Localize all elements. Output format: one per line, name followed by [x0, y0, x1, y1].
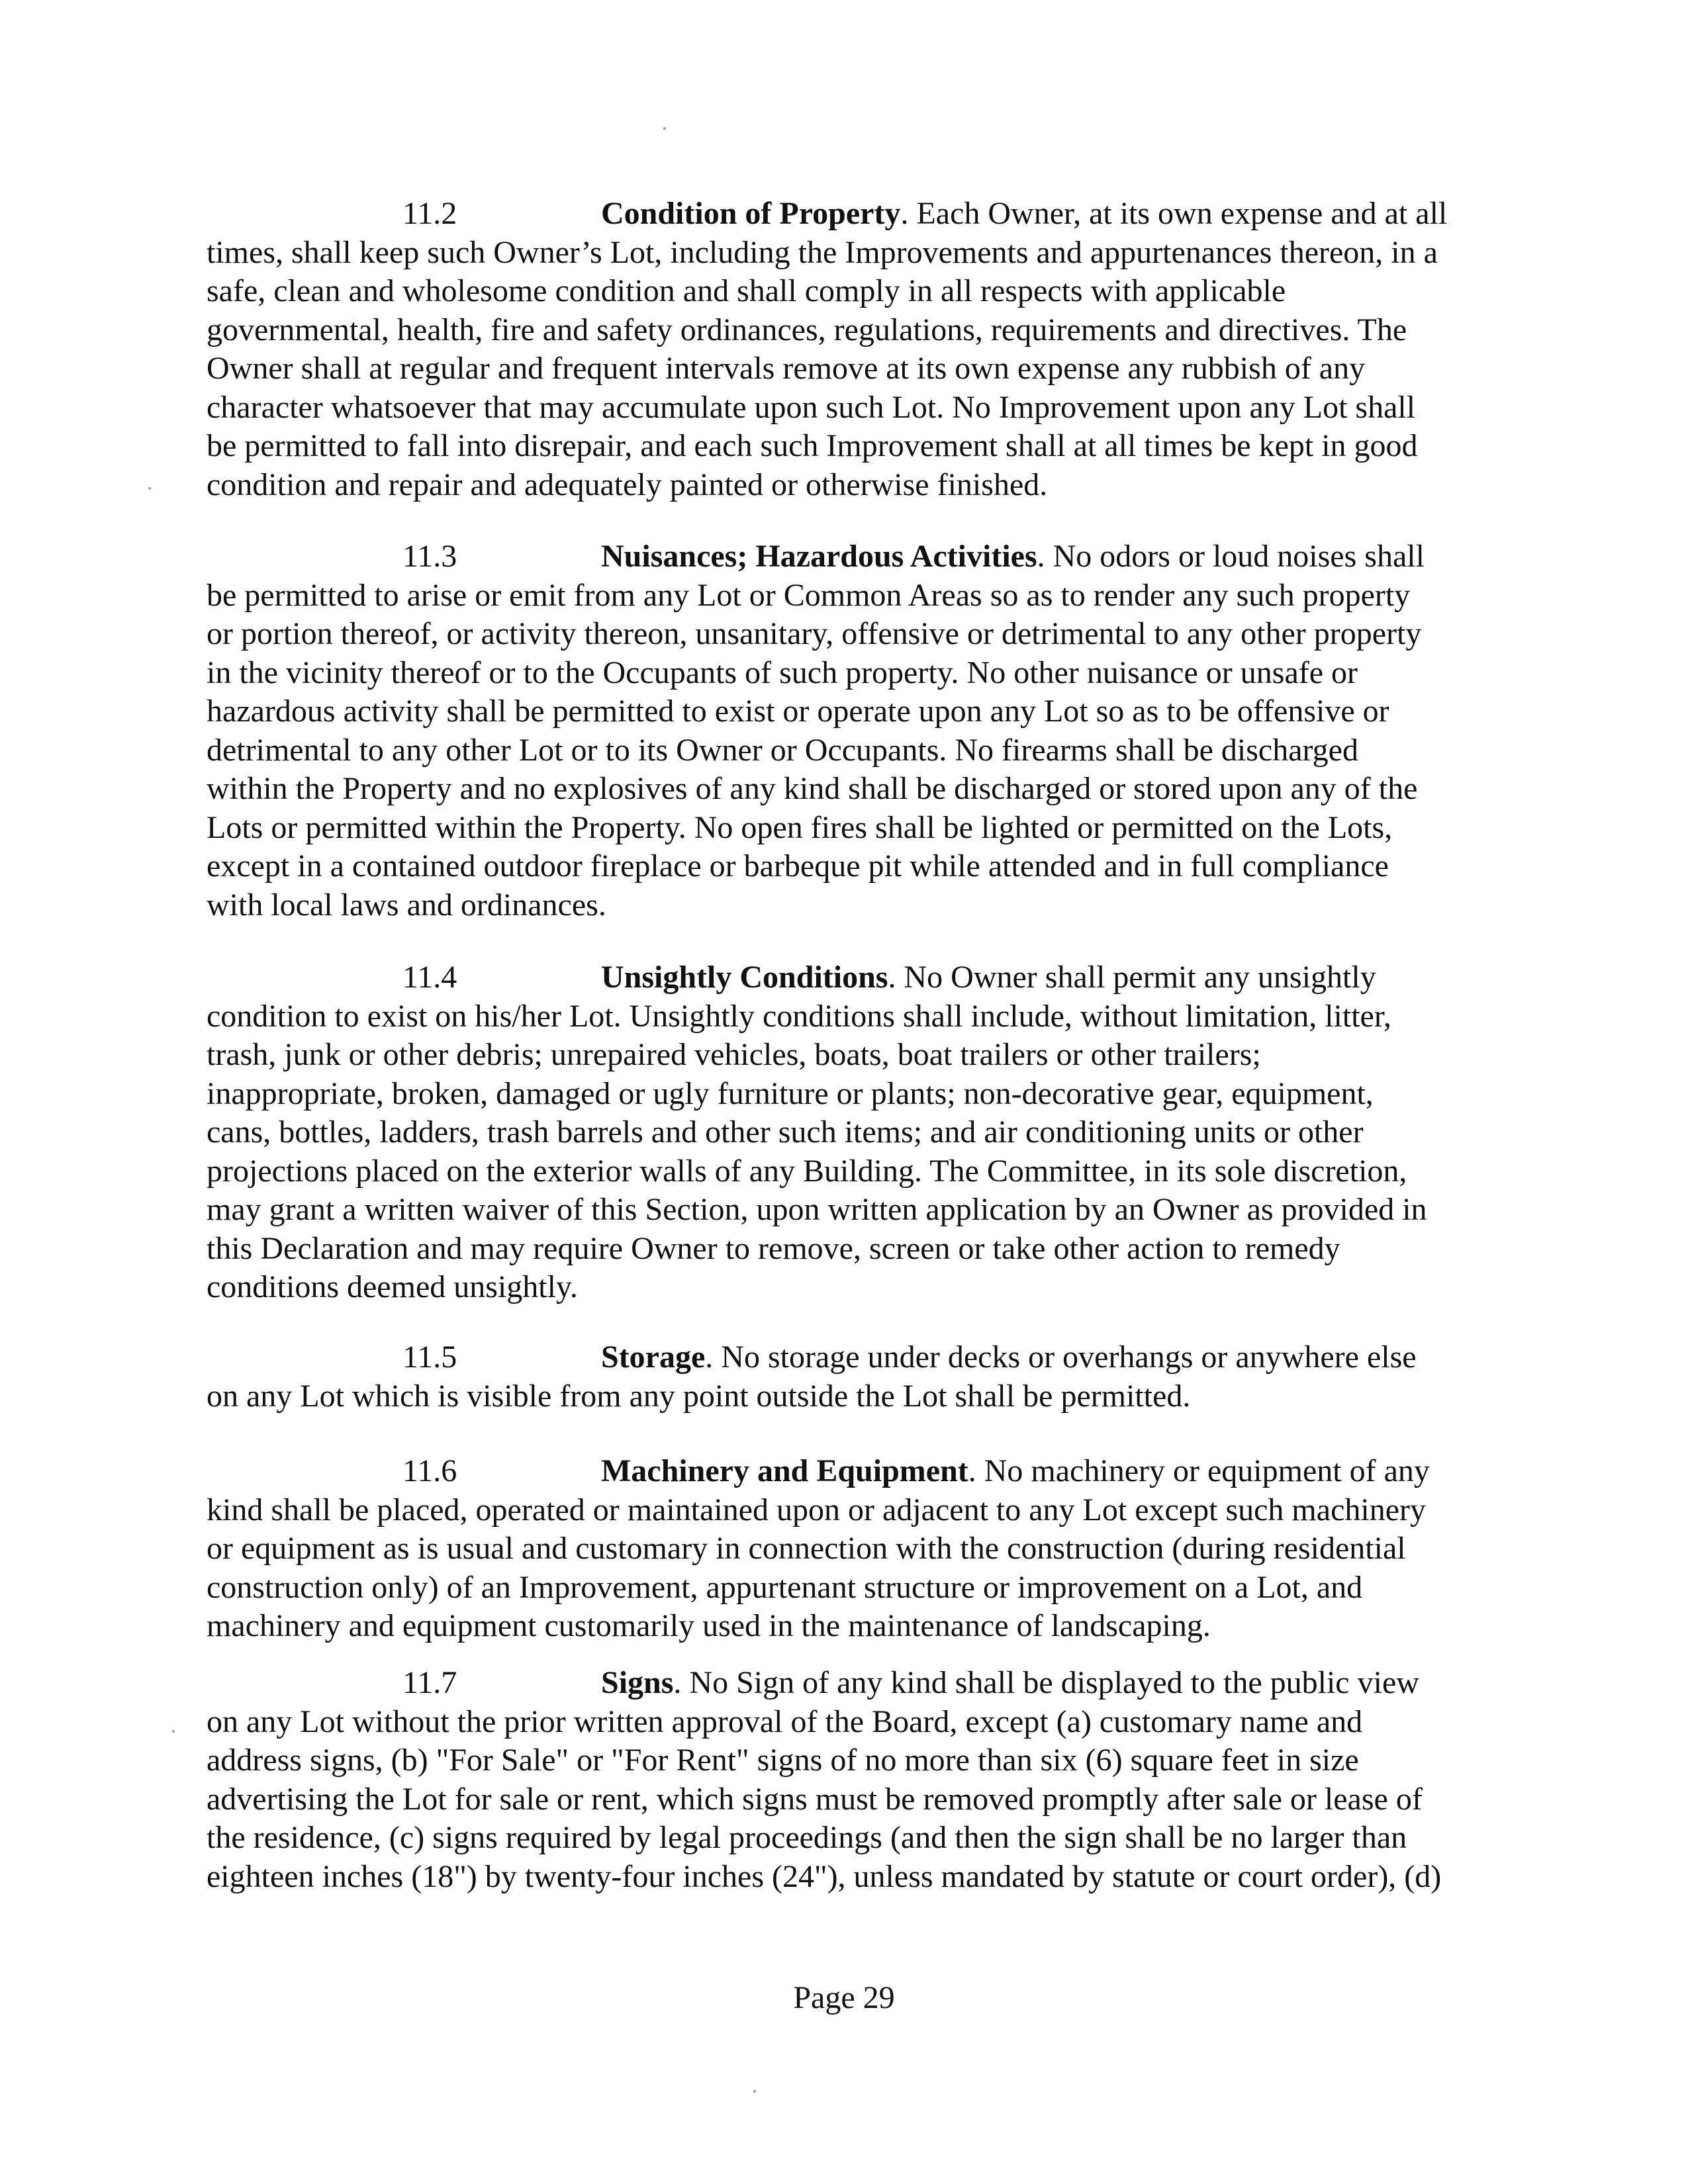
section-number: 11.6 — [402, 1453, 457, 1488]
section-text: . No odors or loud noises shall — [1037, 539, 1425, 574]
section-line: Owner shall at regular and frequent intervals remove at its own expense any rubbish of any — [207, 351, 1366, 386]
section-line: address signs, (b) "For Sale" or "For Rent" signs of no more than six (6) square feet in size — [207, 1743, 1359, 1778]
section-11-2 — [207, 195, 1504, 504]
section-heading: Nuisances; Hazardous Activities — [601, 539, 1037, 574]
section-text: . No Sign of any kind shall be displayed to the public view — [673, 1665, 1419, 1700]
section-number: 11.3 — [402, 539, 457, 574]
section-line: with local laws and ordinances. — [207, 887, 606, 923]
section-line: cans, bottles, ladders, trash barrels and other such items; and air conditioning units or other — [207, 1115, 1364, 1150]
section-line: kind shall be placed, operated or maintained upon or adjacent to any Lot except such machinery — [207, 1492, 1426, 1527]
section-first-line — [207, 1338, 1504, 1377]
section-11-6 — [207, 1452, 1504, 1646]
section-line: or equipment as is usual and customary in connection with the construction (during residential — [207, 1531, 1406, 1566]
section-line: except in a contained outdoor fireplace or barbeque pit while attended and in full compliance — [207, 848, 1389, 884]
section-heading: Storage — [601, 1340, 706, 1375]
section-line: the residence, (c) signs required by legal proceedings (and then the sign shall be no larger than — [207, 1820, 1407, 1855]
section-line: governmental, health, fire and safety ordinances, regulations, requirements and directives. The — [207, 312, 1407, 347]
section-line: machinery and equipment customarily used in the maintenance of landscaping. — [207, 1608, 1211, 1643]
section-heading: Condition of Property — [601, 196, 901, 231]
section-line: inappropriate, broken, damaged or ugly furniture or plants; non-decorative gear, equipment, — [207, 1075, 1374, 1111]
scan-speck — [148, 487, 151, 490]
section-first-line — [207, 537, 1504, 576]
section-line: or portion thereof, or activity thereon, unsanitary, offensive or detrimental to any other property — [207, 616, 1422, 651]
section-line: hazardous activity shall be permitted to exist or operate upon any Lot so as to be offensive or — [207, 694, 1389, 729]
section-text: . Each Owner, at its own expense and at all — [900, 196, 1448, 231]
section-line: construction only) of an Improvement, appurtenant structure or improvement on a Lot, and — [207, 1569, 1363, 1605]
section-number: 11.5 — [402, 1340, 457, 1375]
scan-speck — [172, 1730, 175, 1733]
section-11-4 — [207, 958, 1504, 1307]
section-line: projections placed on the exterior walls of any Building. The Committee, in its sole discretion, — [207, 1153, 1407, 1189]
section-line: advertising the Lot for sale or rent, which signs must be removed promptly after sale or lease of — [207, 1781, 1423, 1817]
section-line: Lots or permitted within the Property. No open fires shall be lighted or permitted on the Lots, — [207, 809, 1393, 845]
section-text: . No Owner shall permit any unsightly — [888, 960, 1376, 995]
section-11-7 — [207, 1664, 1504, 1896]
section-line: be permitted to arise or emit from any Lot or Common Areas so as to render any such property — [207, 577, 1411, 613]
section-line: eighteen inches (18") by twenty-four inches (24"), unless mandated by statute or court order), (d) — [207, 1858, 1442, 1894]
section-line: conditions deemed unsightly. — [207, 1269, 578, 1304]
section-text: . No storage under decks or overhangs or anywhere else — [705, 1340, 1417, 1375]
section-line: condition and repair and adequately painted or otherwise finished. — [207, 467, 1048, 502]
section-line: on any Lot which is visible from any point outside the Lot shall be permitted. — [207, 1378, 1191, 1414]
scan-speck — [753, 2090, 756, 2093]
section-heading: Signs — [601, 1665, 674, 1700]
scan-speck — [663, 127, 666, 130]
section-first-line — [207, 958, 1504, 997]
section-line: detrimental to any other Lot or to its Owner or Occupants. No firearms shall be discharged — [207, 732, 1358, 768]
section-number: 11.4 — [402, 960, 457, 995]
section-number: 11.2 — [402, 196, 457, 231]
section-11-3 — [207, 537, 1504, 925]
section-number: 11.7 — [402, 1665, 457, 1700]
section-text: . No machinery or equipment of any — [968, 1453, 1430, 1488]
section-first-line — [207, 1664, 1504, 1703]
section-line: on any Lot without the prior written approval of the Board, except (a) customary name and — [207, 1704, 1363, 1739]
section-line: condition to exist on his/her Lot. Unsightly conditions shall include, without limitation, litter, — [207, 998, 1391, 1034]
section-first-line — [207, 195, 1504, 234]
section-line: this Declaration and may require Owner to remove, screen or take other action to remedy — [207, 1230, 1340, 1266]
section-first-line — [207, 1452, 1504, 1491]
section-line: times, shall keep such Owner’s Lot, including the Improvements and appurtenances thereon, in a — [207, 234, 1438, 270]
section-line: safe, clean and wholesome condition and shall comply in all respects with applicable — [207, 273, 1286, 308]
section-heading: Unsightly Conditions — [601, 960, 888, 995]
section-11-5 — [207, 1338, 1504, 1416]
section-line: in the vicinity thereof or to the Occupants of such property. No other nuisance or unsafe or — [207, 655, 1358, 690]
section-line: be permitted to fall into disrepair, and each such Improvement shall at all times be kept in good — [207, 428, 1418, 463]
section-line: character whatsoever that may accumulate upon such Lot. No Improvement upon any Lot shall — [207, 389, 1416, 425]
section-line: may grant a written waiver of this Section, upon written application by an Owner as provided in — [207, 1192, 1427, 1227]
section-heading: Machinery and Equipment — [601, 1453, 968, 1488]
page-number: Page 29 — [793, 1980, 895, 2015]
section-line: trash, junk or other debris; unrepaired vehicles, boats, boat trailers or other trailers; — [207, 1037, 1261, 1072]
section-line: within the Property and no explosives of any kind shall be discharged or stored upon any of the — [207, 771, 1418, 806]
